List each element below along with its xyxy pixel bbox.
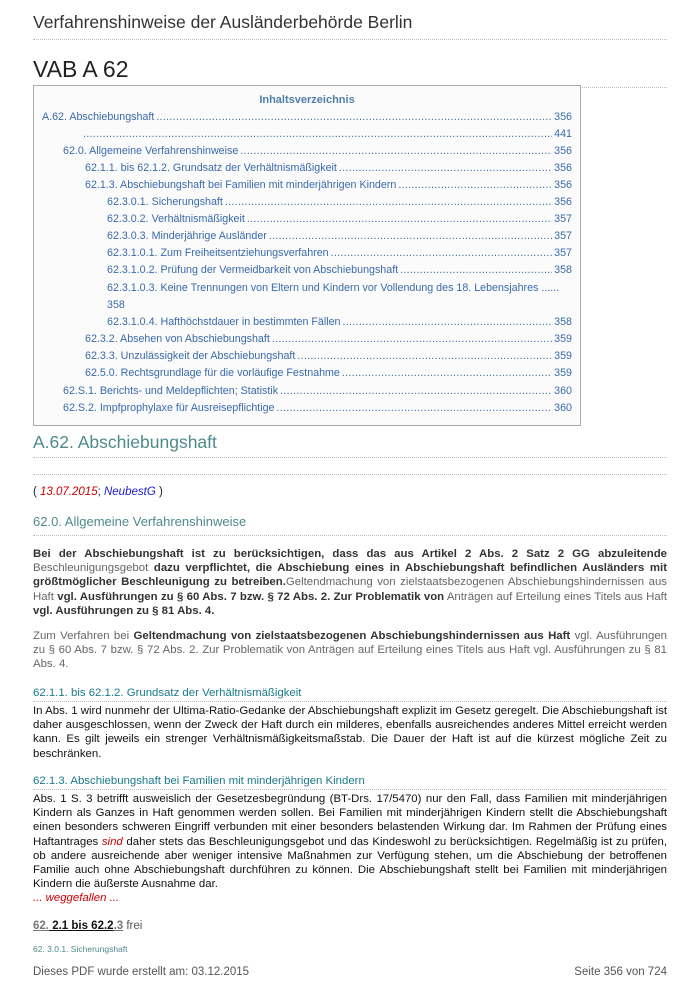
subsection-heading-families: 62.1.3. Abschiebungshaft bei Familien mit minderjährigen Kindern: [33, 775, 667, 790]
text-bold: Geltendmachung von zielstaatsbezogenen Abschiebungshindernissen aus Haft: [133, 630, 571, 642]
toc-entry[interactable]: [107, 315, 572, 329]
toc-entry[interactable]: [42, 110, 572, 124]
toc-entry-label: 62.3.3. Unzulässigkeit der Abschiebungshaft: [85, 350, 296, 362]
text: Geltendmachung von zielstaatsbezogenen Abschiebungshindernissen aus Haft: [33, 576, 667, 603]
text-bold: Bei der Abschiebungshaft ist zu berücksichtigen, dass das aus Artikel 2 Abs. 2 Satz 2 GG abzuleitende: [33, 548, 667, 560]
toc-entry-page: 356: [554, 145, 572, 157]
text-highlight: sind: [101, 835, 123, 848]
toc-entry[interactable]: [81, 127, 572, 141]
paren-open: (: [33, 486, 41, 498]
toc-entry-label: 62.3.0.2. Verhältnismäßigkeit: [107, 213, 245, 225]
toc-entry[interactable]: [85, 332, 572, 346]
toc-entry[interactable]: [85, 161, 572, 175]
toc-entry-page: 356: [554, 179, 572, 191]
toc-entry-page: 357: [554, 247, 572, 259]
document-title: VAB A 62: [33, 56, 667, 88]
toc-entry-page: 358: [554, 316, 572, 328]
toc-entry-page: 360: [554, 385, 572, 397]
toc-entry[interactable]: [107, 280, 572, 314]
page-header: Verfahrenshinweise der Ausländerbehörde Berlin: [33, 12, 667, 40]
toc-entry[interactable]: [107, 263, 572, 277]
toc-entry-page: 358: [107, 299, 125, 311]
toc-entry-page: 356: [554, 111, 572, 123]
toc-entry-label: 62.3.1.0.2. Prüfung der Vermeidbarkeit von Abschiebungshaft: [107, 264, 399, 276]
footer-page-number: Seite 356 von 724: [574, 966, 667, 978]
divider: [33, 474, 667, 475]
toc-entry-page: 357: [554, 230, 572, 242]
toc-entry-page: 359: [554, 350, 572, 362]
paragraph-families: [33, 792, 667, 906]
toc-entry-page: 359: [554, 367, 572, 379]
next-section-link[interactable]: 62. 3.0.1. Sicherungshaft: [33, 944, 128, 954]
toc-entry-page: 356: [554, 196, 572, 208]
removed-note: ... weggefallen ...: [33, 892, 120, 905]
toc-entry-label: A.62. Abschiebungshaft: [42, 111, 155, 123]
toc-entry[interactable]: [85, 349, 572, 363]
footer-created: Dieses PDF wurde erstellt am: 03.12.2015: [33, 966, 250, 978]
subsection-heading-proportionality: 62.1.1. bis 62.1.2. Grundsatz der Verhältnismäßigkeit: [33, 687, 667, 702]
toc-entry-label: 62.3.1.0.3. Keine Trennungen von Eltern und Kindern vor Vollendung des 18. Lebensjahres ......: [107, 282, 560, 294]
toc-entry[interactable]: [107, 246, 572, 260]
text: vgl. Ausführungen zu § 60 Abs. 7 bzw. § 72 Abs. 2. Zur Problematik von Anträgen auf Erteilung eines Titels aus Haft vgl. Ausführungen zu § 81 Abs. 4.: [33, 630, 668, 671]
paragraph-general-1: [33, 547, 667, 618]
toc-entry-label: 62.0. Allgemeine Verfahrenshinweise: [63, 145, 239, 157]
section-number: 62.: [33, 920, 49, 932]
paragraph-general-2: [33, 629, 667, 672]
amendment-note: [33, 486, 163, 498]
text: Beschleunigungsgebot: [33, 562, 154, 575]
toc-entry[interactable]: [85, 366, 572, 380]
toc-entry-page: 358: [554, 264, 572, 276]
main-heading: A.62. Abschiebungshaft: [33, 432, 667, 458]
toc-entry-page: 359: [554, 333, 572, 345]
toc-entry[interactable]: [63, 144, 572, 158]
section-heading: 62.0. Allgemeine Verfahrenshinweise: [33, 514, 667, 536]
toc-entry-label: 62.S.2. Impfprophylaxe für Ausreisepflichtige: [63, 402, 275, 414]
text-bold: vgl. Ausführungen zu § 81 Abs. 4.: [33, 604, 215, 617]
toc-entry-label: 62.3.2. Absehen von Abschiebungshaft: [85, 333, 270, 345]
text: Abs. 1 S. 3 betrifft ausweislich der Gesetzesbegründung (BT-Drs. 17/5470) nur den Fall, dass Familien mit minderjährigen Kindern als Ganzes in Haft genommen werden sollen. Bei Familien mit minderjährigen Kindern stellt die Abschiebungshaft einen besonders schweren Eingriff verbunden mit einer besonders belastenden Wirkung dar. Im Rahmen der Prüfung eines Haftantrages: [33, 793, 667, 848]
toc-entry-label: 62.1.3. Abschiebungshaft bei Familien mit minderjährigen Kindern: [85, 179, 397, 191]
table-of-contents: [33, 85, 581, 426]
paragraph-proportionality: In Abs. 1 wird nunmehr der Ultima-Ratio-Gedanke der Abschiebungshaft explizit im Gesetz geregelt. Die Abschiebungshaft ist daher ausgeschlossen, wenn der Zweck der Haft durch ein milderes, ebenfalls ausreichendes anderes Mittel erreicht werden kann. Es gilt jeweils ein strenger Verhältnismäßigkeitsmaßstab. Die Dauer der Haft ist auf die kürzest mögliche Zeit zu beschränken.: [33, 705, 667, 760]
toc-title: Inhaltsverzeichnis: [259, 94, 355, 106]
toc-entry-page: 356: [554, 162, 572, 174]
amendment-reference[interactable]: NeubestG: [103, 486, 156, 498]
toc-entry-label: 62.S.1. Berichts- und Meldepflichten; Statistik: [63, 385, 279, 397]
toc-entry-label: 62.3.0.3. Minderjährige Ausländer: [107, 230, 267, 242]
free-label: frei: [123, 920, 143, 932]
toc-entry-page: 360: [554, 402, 572, 414]
text: daher stets das Beschleunigungsgebot und das Kindeswohl zu berücksichtigen. Regelmäßig ist zu prüfen, ob andere ausreichende aber weniger intensive Maßnahmen zur Verfügung stehen, um die Abschiebung der betroffenen Familie auch ohne Abschiebungshaft durchführen zu können. Die Abschiebungshaft stellt bei Familien mit minderjährigen Kindern die äußerste Ausnahme dar.: [33, 835, 668, 891]
toc-entry-page: 441: [554, 128, 572, 140]
toc-entry[interactable]: [85, 178, 572, 192]
toc-entry[interactable]: [63, 401, 572, 415]
toc-entry[interactable]: [63, 384, 572, 398]
text: Anträgen auf Erteilung eines Titels aus Haft: [444, 590, 667, 603]
text: Zum Verfahren bei: [33, 630, 134, 642]
section-free-note: [33, 920, 142, 932]
text-bold: vgl. Ausführungen zu § 60 Abs. 7 bzw. § 72 Abs. 2. Zur Problematik von: [57, 590, 445, 603]
toc-entry[interactable]: [107, 195, 572, 209]
toc-entry-page: 357: [554, 213, 572, 225]
toc-entry[interactable]: [107, 212, 572, 226]
toc-entry-label: 62.3.0.1. Sicherungshaft: [107, 196, 223, 208]
toc-entry-label: 62.5.0. Rechtsgrundlage für die vorläufige Festnahme: [85, 367, 340, 379]
text-bold: dazu verpflichtet, die Abschiebung eines in Abschiebungshaft befindlichen Ausländers mit größtmöglicher Beschleunigung zu betreiben.: [33, 562, 667, 589]
paren-close: ): [155, 486, 163, 498]
amendment-date: 13.07.2015: [40, 486, 98, 498]
section-range: 2.1 bis 62.2: [49, 920, 114, 932]
toc-entry[interactable]: [107, 229, 572, 243]
section-suffix: .3: [113, 920, 124, 932]
toc-entry-label: 62.3.1.0.1. Zum Freiheitsentziehungsverfahren: [107, 247, 329, 259]
toc-entry-label: 62.3.1.0.4. Hafthöchstdauer in bestimmten Fällen: [107, 316, 341, 328]
toc-entry-label: 62.1.1. bis 62.1.2. Grundsatz der Verhältnismäßigkeit: [85, 162, 337, 174]
separator: ;: [97, 486, 104, 498]
